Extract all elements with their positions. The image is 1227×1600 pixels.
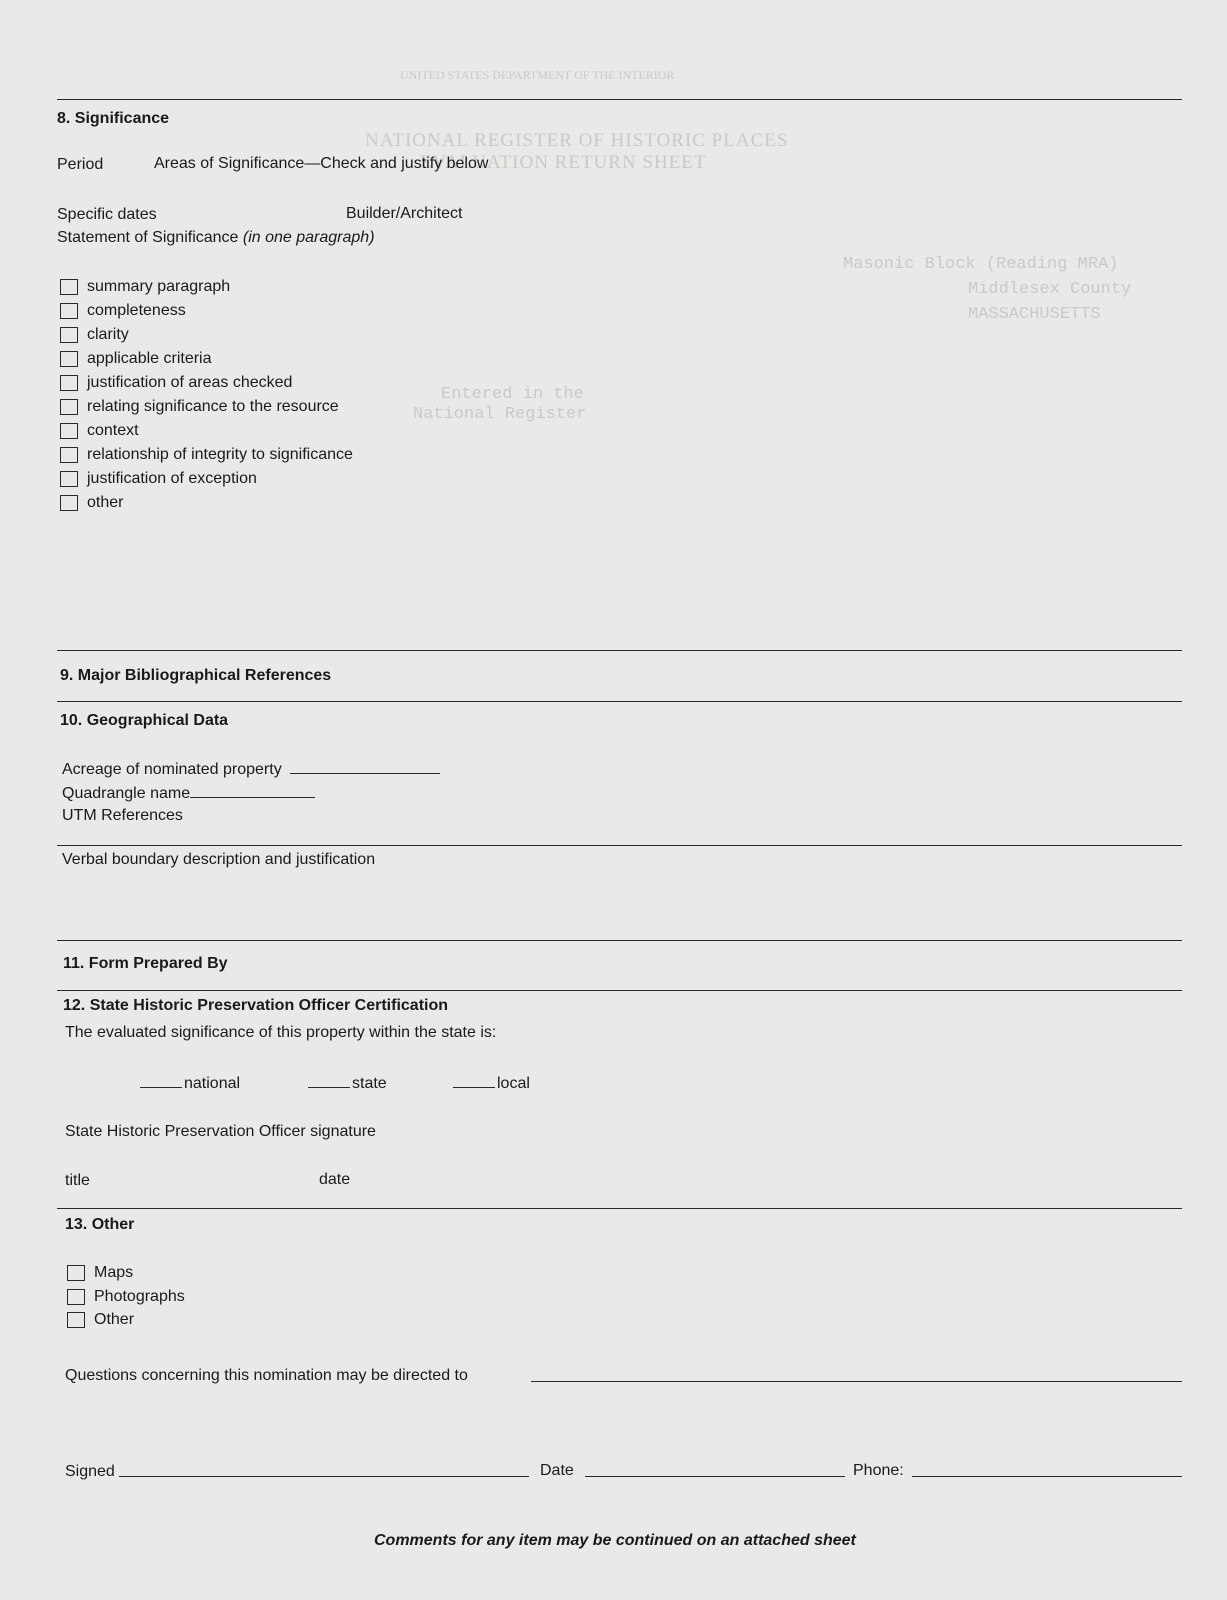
level-national[interactable]	[140, 1073, 240, 1093]
show-through-name-line3: MASSACHUSETTS	[968, 305, 1101, 324]
evaluated-significance-text: The evaluated significance of this property within the state is:	[65, 1024, 497, 1041]
checkbox[interactable]	[60, 495, 78, 511]
section-rule-9	[57, 650, 1182, 651]
checklist-item-clarity[interactable]	[60, 325, 129, 345]
checklist-item-label: relating significance to the resource	[87, 398, 339, 415]
footer-note: Comments for any item may be continued on an attached sheet	[374, 1532, 856, 1549]
show-through-entered-line2: National Register	[413, 405, 587, 424]
other-item-photographs[interactable]	[67, 1287, 185, 1307]
checkbox[interactable]	[67, 1289, 85, 1305]
form-prepared-heading: 11. Form Prepared By	[63, 955, 228, 972]
statement-of-significance-label	[57, 229, 375, 247]
checklist-item-label: relationship of integrity to significance	[87, 446, 353, 463]
acreage-field[interactable]	[290, 759, 440, 774]
checkbox[interactable]	[60, 471, 78, 487]
phone-field[interactable]	[912, 1476, 1182, 1477]
questions-label: Questions concerning this nomination may be directed to	[65, 1367, 468, 1384]
other-item-label: Other	[94, 1311, 135, 1328]
checklist-item-label: context	[87, 422, 139, 439]
level-blank[interactable]	[308, 1073, 350, 1088]
acreage-row	[62, 759, 440, 779]
checkbox[interactable]	[60, 279, 78, 295]
show-through-name-line2: Middlesex County	[968, 280, 1132, 299]
checklist-item-label: justification of exception	[87, 470, 257, 487]
checklist-item-other[interactable]	[60, 493, 123, 513]
signed-label: Signed	[65, 1463, 115, 1480]
checkbox[interactable]	[67, 1312, 85, 1328]
geographical-heading: 10. Geographical Data	[60, 712, 229, 729]
level-local[interactable]	[453, 1073, 530, 1093]
checklist-item-applicable-criteria[interactable]	[60, 349, 212, 369]
show-through-title-line2: EVALUATION RETURN SHEET	[420, 152, 707, 173]
other-item-maps[interactable]	[67, 1263, 133, 1283]
checklist-item-label: completeness	[87, 302, 186, 319]
acreage-label: Acreage of nominated property	[62, 761, 282, 778]
checkbox[interactable]	[60, 303, 78, 319]
level-label: national	[184, 1075, 241, 1092]
shpo-signature-label: State Historic Preservation Officer signature	[65, 1123, 376, 1140]
quadrangle-field[interactable]	[190, 783, 315, 798]
other-heading: 13. Other	[65, 1216, 135, 1233]
checklist-item-label: other	[87, 494, 124, 511]
checkbox[interactable]	[60, 351, 78, 367]
checkbox[interactable]	[60, 327, 78, 343]
level-blank[interactable]	[453, 1073, 495, 1088]
checklist-item-label: clarity	[87, 326, 129, 343]
signed-field[interactable]	[119, 1476, 529, 1477]
other-item-other[interactable]	[67, 1310, 134, 1330]
checkbox[interactable]	[67, 1265, 85, 1281]
level-blank[interactable]	[140, 1073, 182, 1088]
phone-label: Phone:	[853, 1462, 904, 1479]
level-label: state	[352, 1075, 387, 1092]
verbal-rule	[57, 845, 1182, 846]
checkbox[interactable]	[60, 423, 78, 439]
show-through-title-line1: NATIONAL REGISTER OF HISTORIC PLACES	[365, 130, 789, 151]
verbal-boundary-label: Verbal boundary description and justification	[62, 851, 376, 868]
utm-references-label: UTM References	[62, 807, 183, 824]
level-label: local	[497, 1075, 530, 1092]
checklist-item-justification-exception[interactable]	[60, 469, 257, 489]
areas-of-significance-label: Areas of Significance—Check and justify below	[154, 155, 489, 172]
checklist-item-label: applicable criteria	[87, 350, 212, 367]
checklist-item-justification-areas[interactable]	[60, 373, 292, 393]
statement-note: (in one paragraph)	[242, 229, 375, 246]
checkbox[interactable]	[60, 399, 78, 415]
date-label: Date	[540, 1462, 574, 1479]
level-state[interactable]	[308, 1073, 387, 1093]
checklist-item-summary-paragraph[interactable]	[60, 277, 230, 297]
checklist-item-context[interactable]	[60, 421, 139, 441]
other-item-label: Maps	[94, 1264, 134, 1281]
section-rule-11	[57, 940, 1182, 941]
shpo-heading: 12. State Historic Preservation Officer Certification	[63, 997, 449, 1014]
show-through-name-line1: Masonic Block (Reading MRA)	[843, 255, 1119, 274]
show-through-header: UNITED STATES DEPARTMENT OF THE INTERIOR	[400, 68, 675, 82]
checklist-item-relating-significance[interactable]	[60, 397, 339, 417]
bibliography-heading: 9. Major Bibliographical References	[60, 667, 332, 684]
shpo-title-label: title	[65, 1172, 90, 1189]
section-rule-12	[57, 990, 1182, 991]
builder-architect-label: Builder/Architect	[346, 205, 463, 222]
checklist-item-label: summary paragraph	[87, 278, 231, 295]
date-field[interactable]	[585, 1476, 845, 1477]
other-item-label: Photographs	[94, 1288, 185, 1305]
top-rule	[57, 99, 1182, 100]
checkbox[interactable]	[60, 375, 78, 391]
checklist-item-integrity[interactable]	[60, 445, 353, 465]
checkbox[interactable]	[60, 447, 78, 463]
section-rule-13	[57, 1208, 1182, 1209]
quadrangle-label: Quadrangle name	[62, 785, 191, 802]
section-rule-10	[57, 701, 1182, 702]
significance-heading: 8. Significance	[57, 110, 170, 127]
show-through-entered-line1: Entered in the	[441, 385, 584, 404]
shpo-date-label: date	[319, 1171, 351, 1188]
specific-dates-label: Specific dates	[57, 206, 157, 223]
checklist-item-label: justification of areas checked	[87, 374, 293, 391]
quadrangle-row	[62, 783, 315, 803]
questions-field[interactable]	[531, 1381, 1182, 1382]
period-label: Period	[57, 156, 104, 173]
statement-label-text: Statement of Significance	[57, 229, 239, 246]
checklist-item-completeness[interactable]	[60, 301, 186, 321]
